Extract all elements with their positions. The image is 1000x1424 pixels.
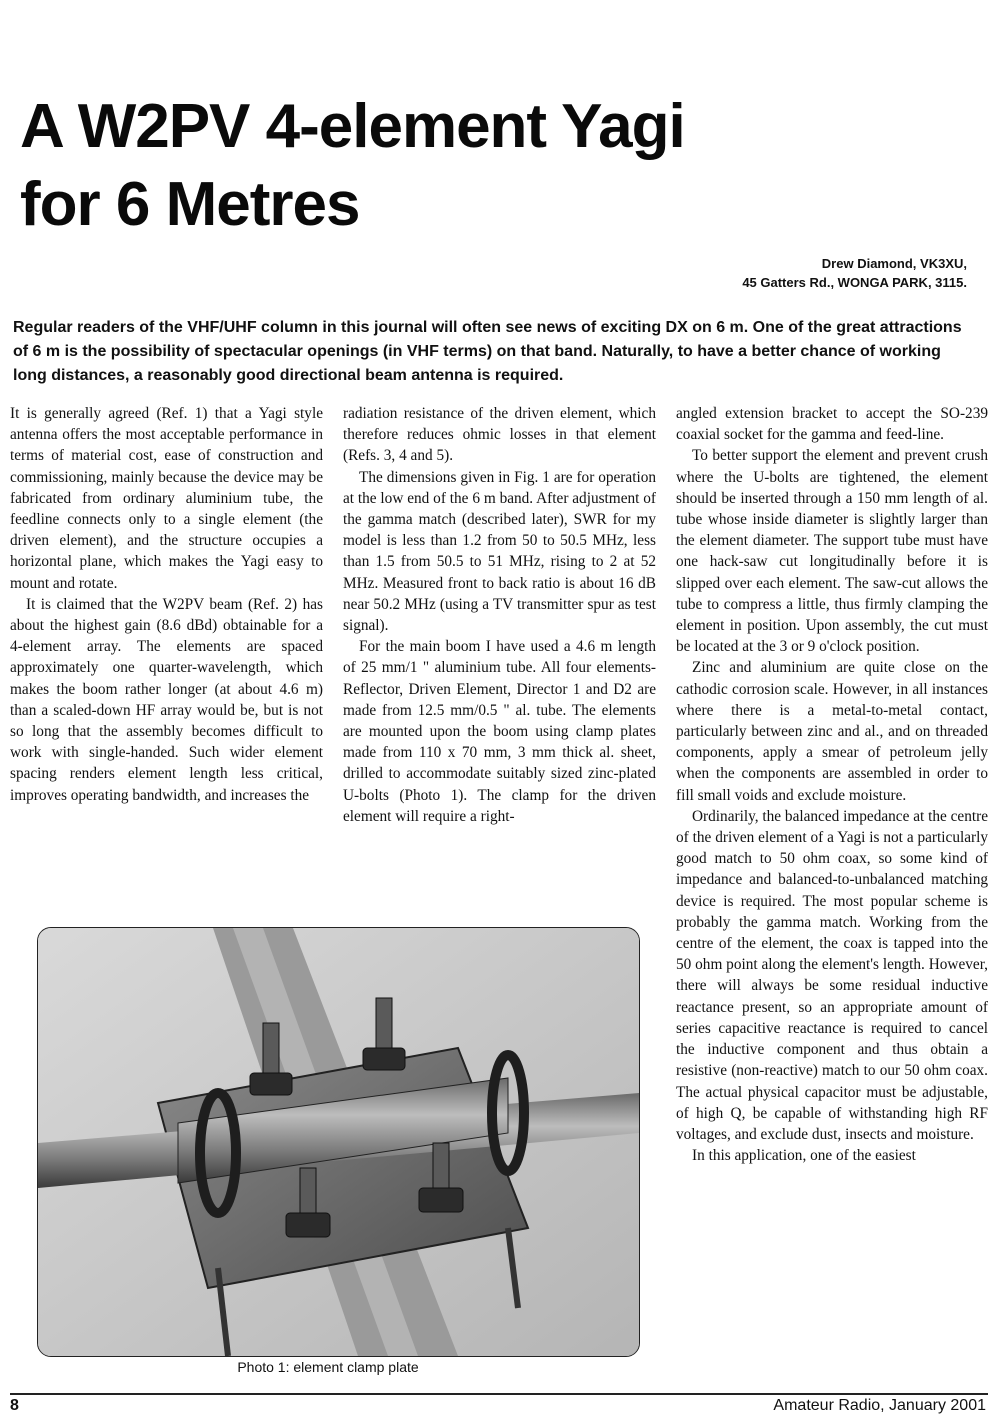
paragraph: The dimensions given in Fig. 1 are for operation at the low end of the 6 m band. After adjustment of the gamma match (described later), SWR for my model is less than 1.2 from 50 to 50.5 MHz, less than 1.5 from 50.5 to 51 MHz, rising to 2 at 52 MHz. Measured front to back ratio is about 16 dB near 50.2 MHz (using a TV transmitter spur as test signal). — [343, 468, 656, 635]
byline — [742, 254, 967, 292]
photo-element-clamp — [37, 927, 640, 1357]
paragraph: To better support the element and prevent crush where the U-bolts are tightened, the element should be inserted through a 150 mm length of al. tube whose inside diameter is slightly larger than the element diameter. The support tube must have one hack-saw cut longitudinally before it is slipped over each element. The saw-cut allows the tube to compress a little, thus firmly clamping the element in position. Upon assembly, the cut must be located at the 3 or 9 o'clock position. — [676, 447, 988, 656]
lede-paragraph: Regular readers of the VHF/UHF column in this journal will often see news of exciting DX on 6 m. One of the great attractions of 6 m is the possibility of spectacular openings (in VHF terms) on that band. Naturally, to have a better chance of working long distances, a reasonably good directional beam antenna is required. — [13, 319, 962, 384]
paragraph: radiation resistance of the driven element, which therefore reduces ohmic losses in that element (Refs. 3, 4 and 5). — [343, 405, 656, 465]
footer-divider — [10, 1393, 988, 1395]
photo-caption: Photo 1: element clamp plate — [237, 1359, 419, 1375]
article-title — [20, 88, 980, 244]
paragraph: Ordinarily, the balanced impedance at the centre of the driven element of a Yagi is not a particularly good match to 50 ohm coax, so some kind of impedance and balanced-to-unbalanced matching device is required. The most popular scheme is probably the gamma match. Working from the centre of the element, the coax is tapped into the 50 ohm point along the element's length. However, there will always be some residual inductive reactance present, so an appropriate amount of series capacitive reactance is required to cancel the inductive component and thus obtain a resistive (non-reactive) match to our 50 ohm coax. The actual physical capacitor must be adjustable, of high Q, be capable of withstanding high RF voltages, and exclude dust, insects and moisture. — [676, 807, 988, 1143]
author-address: 45 Gatters Rd., WONGA PARK, 3115. — [742, 275, 967, 290]
title-line-1: A W2PV 4-element Yagi — [20, 92, 685, 161]
paragraph: For the main boom I have used a 4.6 m length of 25 mm/1 " aluminium tube. All four elements- Reflector, Driven Element, Director 1 and D2 are made from 12.5 mm/0.5 " al. tube. The elements are mounted upon the boom using clamp plates made from 110 x 70 mm, 3 mm thick al. sheet, drilled to accommodate suitably sized zinc-plated U-bolts (Photo 1). The clamp for the driven element will require a right- — [343, 638, 656, 825]
page-number: 8 — [10, 1397, 19, 1414]
paragraph: In this application, one of the easiest — [692, 1147, 916, 1165]
journal-issue: Amateur Radio, January 2001 — [773, 1397, 986, 1414]
paragraph: It is generally agreed (Ref. 1) that a Yagi style antenna offers the most acceptable performance in terms of material cost, ease of construction and commissioning, mainly because the device may be fabricated from ordinary aluminium tube, the feedline connects only to a single element (the driven element), and the structure occupies a horizontal plane, which makes the Yagi easy to mount and rotate. — [10, 405, 323, 592]
clamp-plate-photo-illustration — [38, 928, 639, 1356]
author-name: Drew Diamond, VK3XU, — [821, 256, 967, 271]
paragraph: Zinc and aluminium are quite close on the cathodic corrosion scale. However, in all instances where there is a metal-to-metal contact, particularly between zinc and al., and on threaded components, apply a smear of petroleum jelly when the components are assembled in order to fill small voids and exclude moisture. — [676, 659, 988, 804]
paragraph: angled extension bracket to accept the SO-239 coaxial socket for the gamma and feed-line. — [676, 405, 988, 444]
title-line-2: for 6 Metres — [20, 170, 360, 239]
text-column-2 — [343, 403, 656, 827]
text-column-1 — [10, 403, 323, 806]
paragraph: It is claimed that the W2PV beam (Ref. 2) has about the highest gain (8.6 dBd) obtainable for a 4-element array. The elements are spaced approximately one quarter-wavelength, which makes the boom rather longer (at about 4.6 m) than a scaled-down HF array would be, but is not so long that the assembly becomes difficult to work with single-handed. Such wider element spacing renders element length less critical, improves operating bandwidth, and increases the — [10, 595, 323, 804]
text-column-3 — [676, 403, 988, 1166]
